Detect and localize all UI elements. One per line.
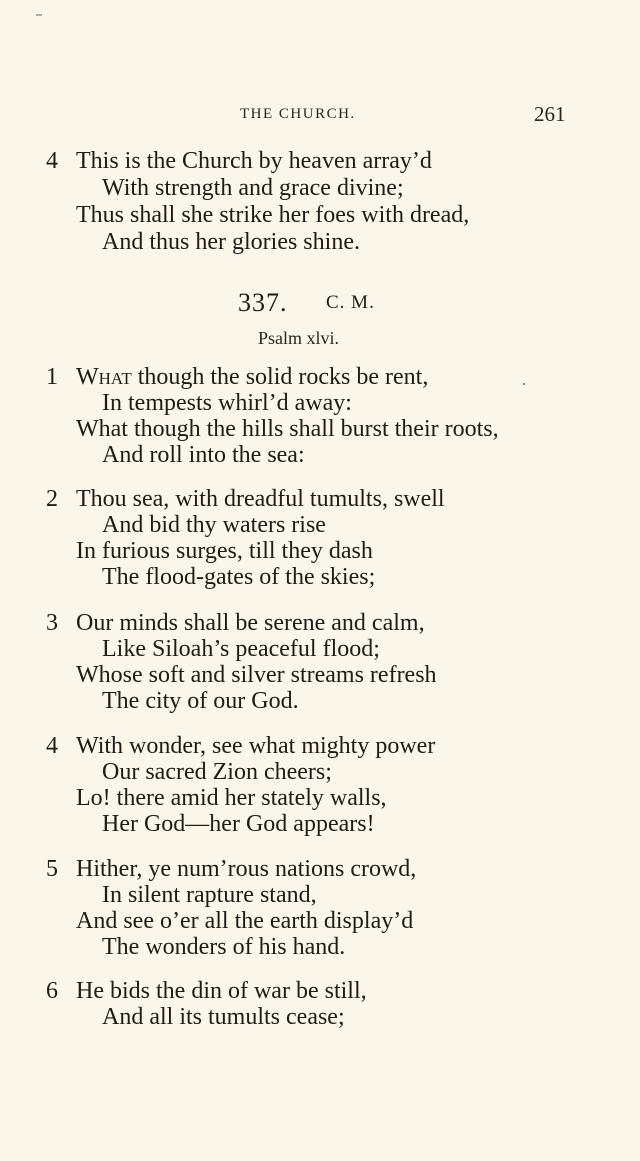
hymn-header — [0, 288, 640, 320]
verse-line: Thou sea, with dreadful tumults, swell — [76, 486, 445, 512]
stanza-number: 4 — [46, 148, 58, 174]
verse-line: This is the Church by heaven array’d — [76, 148, 432, 174]
scan-mark — [36, 14, 42, 16]
hymn-number: 337. — [238, 288, 288, 317]
hymn-source: Psalm xlvi. — [258, 328, 340, 348]
verse-line: In silent rapture stand, — [102, 882, 317, 908]
verse-line: Thus shall she strike her foes with dread, — [76, 202, 470, 228]
verse-line: Her God—her God appears! — [102, 811, 375, 837]
verse-line: The city of our God. — [102, 688, 299, 714]
stanza-number: 4 — [46, 733, 58, 759]
stanza-number: 5 — [46, 856, 58, 882]
verse-line: And see o’er all the earth display’d — [76, 908, 414, 934]
stray-dot — [523, 383, 525, 385]
verse-line: Lo! there amid her stately walls, — [76, 785, 387, 811]
stanza-number: 3 — [46, 610, 58, 636]
verse-line: In tempests whirl’d away: — [102, 390, 352, 416]
verse-line: And all its tumults cease; — [102, 1004, 345, 1030]
verse-line: He bids the din of war be still, — [76, 978, 367, 1004]
verse-line: In furious surges, till they dash — [76, 538, 373, 564]
verse-line: Hither, ye num’rous nations crowd, — [76, 856, 417, 882]
stanza-number: 1 — [46, 364, 58, 390]
verse-line: Like Siloah’s peaceful flood; — [102, 636, 380, 662]
verse-line: The flood-gates of the skies; — [102, 564, 376, 590]
verse-line: With strength and grace divine; — [102, 175, 404, 201]
verse-line: The wonders of his hand. — [102, 934, 346, 960]
verse-line: Our minds shall be serene and calm, — [76, 610, 425, 636]
verse-line: Our sacred Zion cheers; — [102, 759, 332, 785]
verse-line: What though the hills shall burst their roots, — [76, 416, 499, 442]
first-word: What — [76, 364, 132, 390]
verse-line: And bid thy waters rise — [102, 512, 326, 538]
verse-line: And thus her glories shine. — [102, 229, 360, 255]
running-head — [0, 104, 640, 130]
verse-line: And roll into the sea: — [102, 442, 305, 468]
verse-line — [76, 364, 428, 390]
verse-line: Whose soft and silver streams refresh — [76, 662, 437, 688]
first-line-rest: though the solid rocks be rent, — [131, 364, 429, 390]
verse-line: With wonder, see what mighty power — [76, 733, 436, 759]
stanza-number: 6 — [46, 978, 58, 1004]
stanza-number: 2 — [46, 486, 58, 512]
page-number: 261 — [534, 102, 566, 126]
hymn-meter: C. M. — [326, 292, 375, 313]
running-title: THE CHURCH. — [240, 106, 356, 122]
